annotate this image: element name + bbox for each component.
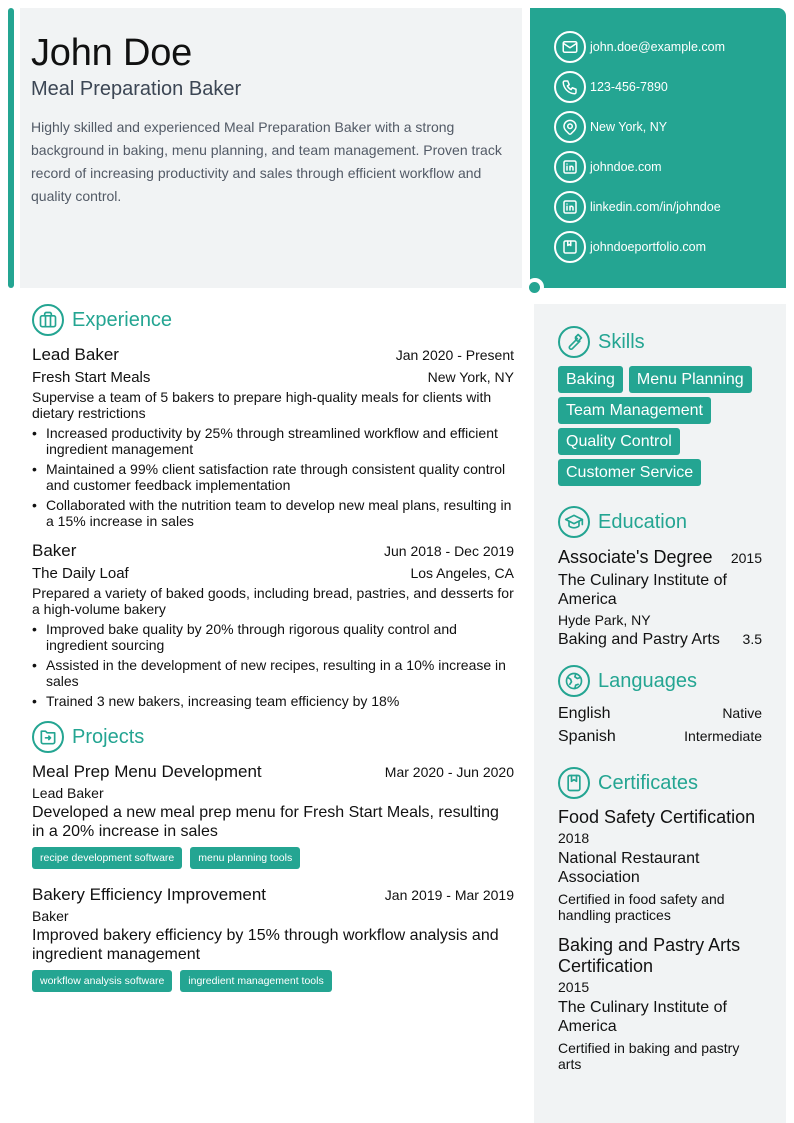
- job-bullets: [32, 425, 514, 529]
- education-degree: Associate's Degree: [558, 547, 713, 567]
- certificates-title: Certificates: [598, 771, 699, 794]
- languages-title: Languages: [598, 669, 697, 692]
- job-title: Baker: [32, 541, 77, 560]
- project-tag: recipe development software: [32, 847, 182, 869]
- briefcase-icon: [32, 304, 64, 336]
- job-description: Prepared a variety of baked goods, including bread, pastries, and desserts for a high-volume bakery: [32, 585, 514, 617]
- contact-email-text: john.doe@example.com: [590, 40, 725, 54]
- summary: Highly skilled and experienced Meal Preparation Baker with a strong background in baking, menu planning, and team management. Proven track record of increasing productivity and sales through efficient workflow and quality control.: [31, 119, 502, 204]
- education-gpa: 3.5: [742, 631, 762, 647]
- certificate-year: 2015: [558, 979, 590, 995]
- job-title: Lead Baker: [32, 345, 119, 364]
- skills-title: Skills: [598, 330, 645, 353]
- project-tags: [32, 970, 514, 992]
- sidebar: [534, 304, 786, 1123]
- job-bullet: • Maintained a 99% client satisfaction rate through consistent quality control and customer feedback implementation: [32, 461, 514, 493]
- certificate-name: Baking and Pastry Arts Certification: [558, 935, 741, 976]
- job-description: Supervise a team of 5 bakers to prepare high-quality meals for clients with dietary restrictions: [32, 389, 492, 421]
- project-role: Lead Baker: [32, 785, 104, 801]
- job-company: The Daily Loaf: [32, 565, 129, 582]
- contact-panel: [530, 8, 786, 288]
- skills-list: [558, 366, 768, 490]
- education-field: Baking and Pastry Arts: [558, 631, 720, 648]
- skill-tag: Team Management: [558, 397, 711, 424]
- contact-website[interactable]: [554, 151, 786, 183]
- project-date: Mar 2020 - Jun 2020: [384, 764, 514, 780]
- contact-phone[interactable]: [554, 71, 786, 103]
- skill-tag: Customer Service: [558, 459, 701, 486]
- accent-bar: [8, 8, 14, 288]
- certificate-description: Certified in food safety and handling practices: [558, 891, 725, 923]
- certificate-issuer: The Culinary Institute of America: [558, 999, 727, 1035]
- linkedin-icon: [554, 191, 586, 223]
- skills-heading: [558, 326, 762, 358]
- globe-icon: [558, 665, 590, 697]
- certificate-description: Certified in baking and pastry arts: [558, 1040, 740, 1072]
- education-heading: [558, 506, 762, 538]
- experience-heading: [32, 304, 514, 336]
- mail-icon: [554, 31, 586, 63]
- contact-portfolio-text: johndoeportfolio.com: [590, 240, 707, 254]
- project-description: Developed a new meal prep menu for Fresh Start Meals, resulting in a 20% increase in sales: [32, 804, 499, 840]
- projects-heading: [32, 721, 514, 753]
- candidate-name: John Doe: [31, 32, 193, 74]
- folder-icon: [32, 721, 64, 753]
- header-dot: [529, 282, 540, 293]
- experience-title: Experience: [72, 308, 173, 331]
- project-tags: [32, 847, 514, 869]
- language-level: Native: [722, 705, 762, 721]
- certificates-heading: [558, 767, 762, 799]
- portfolio-icon: [554, 231, 586, 263]
- header: [20, 8, 522, 288]
- contact-website-text: johndoe.com: [590, 160, 662, 174]
- job-date: Jun 2018 - Dec 2019: [384, 543, 514, 559]
- certificate-entry: [558, 935, 762, 1072]
- contact-linkedin[interactable]: [554, 191, 786, 223]
- contact-location-text: New York, NY: [590, 120, 668, 134]
- project-role: Baker: [32, 908, 69, 924]
- project-tag: menu planning tools: [190, 847, 300, 869]
- project-entry: [32, 885, 514, 992]
- education-school: The Culinary Institute of America: [558, 572, 727, 608]
- project-tag: ingredient management tools: [180, 970, 331, 992]
- contact-phone-text: 123-456-7890: [590, 80, 668, 94]
- certificate-name: Food Safety Certification: [558, 807, 756, 827]
- project-date: Jan 2019 - Mar 2019: [384, 887, 514, 903]
- language-level: Intermediate: [684, 728, 762, 744]
- job-location: Los Angeles, CA: [410, 565, 514, 581]
- education-title: Education: [598, 510, 687, 533]
- project-entry: [32, 762, 514, 869]
- phone-icon: [554, 71, 586, 103]
- contact-location: [554, 111, 786, 143]
- education-location: Hyde Park, NY: [558, 612, 651, 628]
- project-title: Bakery Efficiency Improvement: [32, 885, 266, 904]
- project-description: Improved bakery efficiency by 15% through workflow analysis and ingredient management: [32, 927, 499, 963]
- job-bullet: • Improved bake quality by 20% through rigorous quality control and ingredient sourcing: [32, 621, 514, 653]
- contact-portfolio[interactable]: [554, 231, 786, 263]
- project-tag: workflow analysis software: [32, 970, 172, 992]
- certificate-icon: [558, 767, 590, 799]
- language-row: [558, 728, 762, 751]
- linkedin-icon: [554, 151, 586, 183]
- candidate-title: Meal Preparation Baker: [31, 78, 242, 100]
- job-bullet: • Increased productivity by 25% through streamlined workflow and efficient ingredient management: [32, 425, 514, 457]
- job-company: Fresh Start Meals: [32, 369, 151, 386]
- contact-email[interactable]: [554, 31, 786, 63]
- location-icon: [554, 111, 586, 143]
- main-column: [32, 304, 514, 992]
- job-bullets: [32, 621, 514, 709]
- education-entry: [558, 547, 762, 649]
- job-bullet: • Assisted in the development of new recipes, resulting in a 10% increase in sales: [32, 657, 514, 689]
- language-name: English: [558, 705, 611, 722]
- job-bullet: • Collaborated with the nutrition team to develop new meal plans, resulting in a 15% increase in sales: [32, 497, 514, 529]
- contact-linkedin-text: linkedin.com/in/johndoe: [590, 200, 721, 214]
- skill-tag: Baking: [558, 366, 623, 393]
- wrench-icon: [558, 326, 590, 358]
- project-title: Meal Prep Menu Development: [32, 762, 262, 781]
- certificate-issuer: National Restaurant Association: [558, 850, 700, 886]
- certificate-entry: [558, 807, 762, 923]
- language-name: Spanish: [558, 728, 616, 745]
- job-entry: [32, 541, 514, 709]
- certificate-year: 2018: [558, 830, 590, 846]
- job-date: Jan 2020 - Present: [395, 347, 514, 363]
- job-bullet: • Trained 3 new bakers, increasing team efficiency by 18%: [32, 693, 514, 709]
- languages-list: [558, 705, 762, 751]
- education-year: 2015: [730, 550, 762, 566]
- skill-tag: Menu Planning: [629, 366, 752, 393]
- projects-title: Projects: [72, 725, 145, 748]
- language-row: [558, 705, 762, 728]
- graduation-cap-icon: [558, 506, 590, 538]
- job-location: New York, NY: [427, 369, 514, 385]
- languages-heading: [558, 665, 762, 697]
- skill-tag: Quality Control: [558, 428, 680, 455]
- job-entry: [32, 345, 514, 529]
